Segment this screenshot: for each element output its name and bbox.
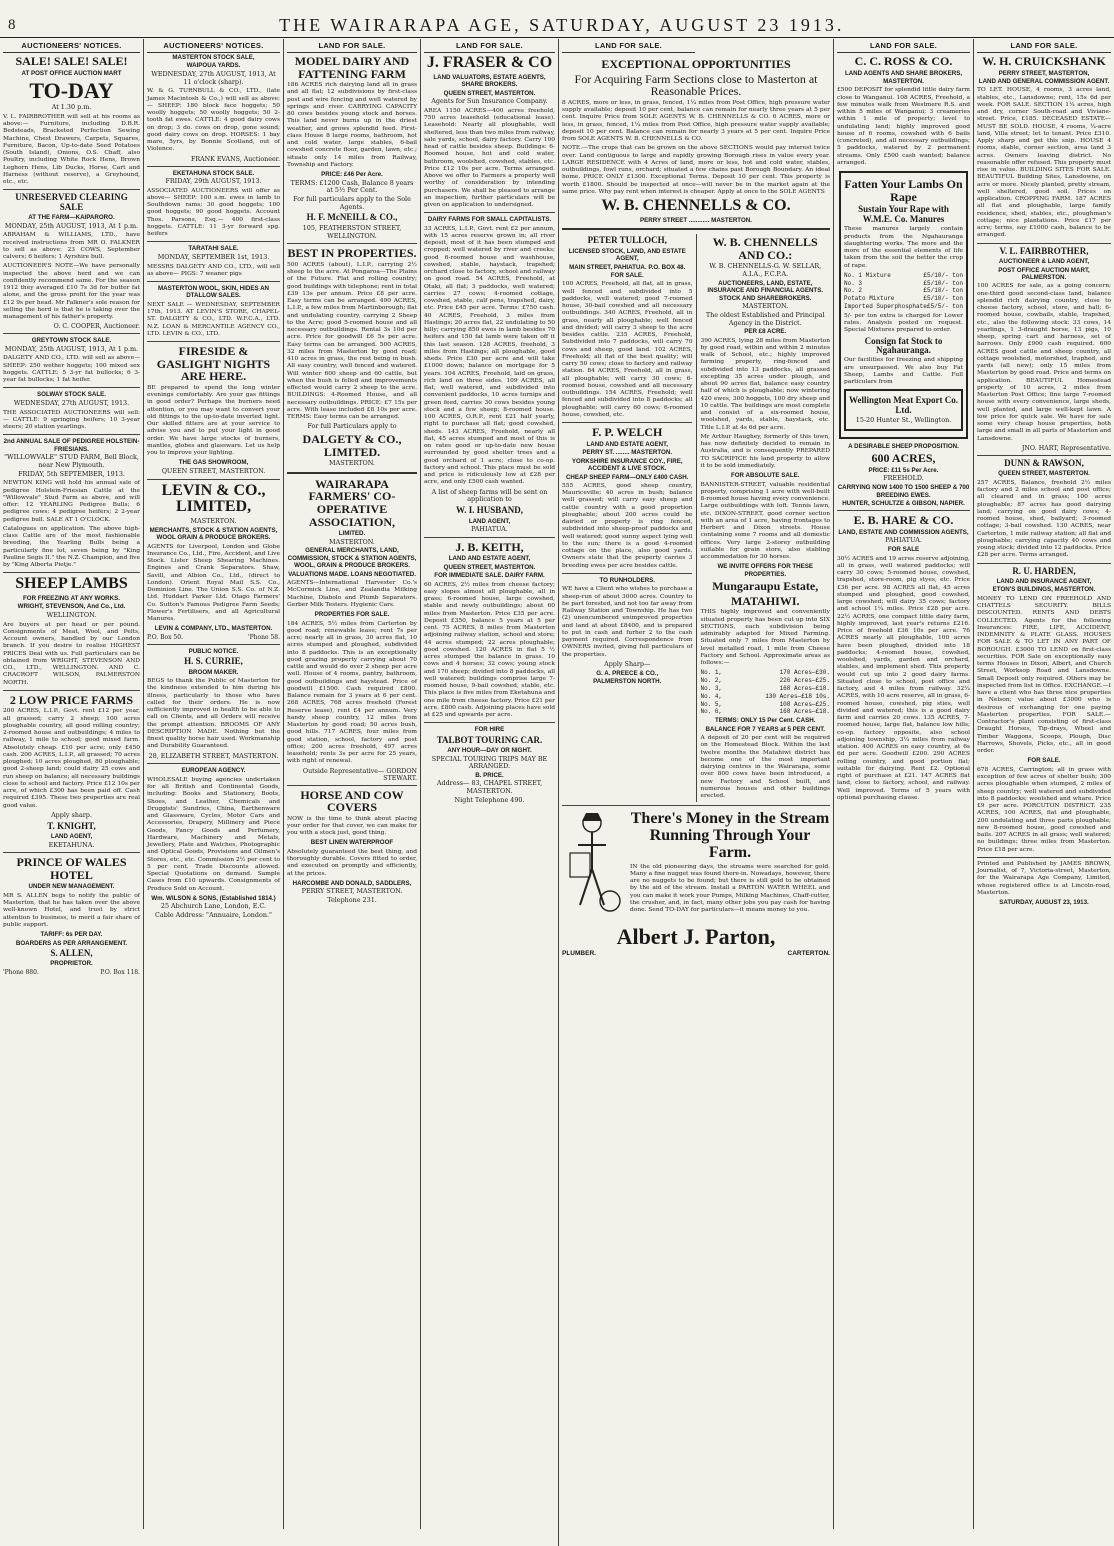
ad-subheading: FOR SALE.	[610, 272, 644, 280]
ad-heading: HORSE AND COW COVERS	[300, 787, 404, 815]
ad-heading: There's Money in the Stream Running Through Your Farm.	[630, 810, 830, 861]
imprint: Printed and Published by JAMES BROWN, Journalist, of 7, Victoria-street, Masterton, for the Wairarapa Age Company, Limited, whose registered office is at Lincoln-road, Masterton.	[977, 860, 1111, 896]
manure-item: No. 3	[844, 279, 863, 287]
firm-name: W. I. HUSBAND,	[456, 505, 523, 516]
ad-subheading: LAND AND ESTATE AGENT,	[586, 440, 668, 448]
ad-heading: WAIRARAPA FARMERS' CO-OPERATIVE ASSOCIATION,	[308, 476, 396, 529]
firm-name: Albert J. Parton,	[616, 924, 776, 950]
ad-body: NEWTON KING will hold his annual sale of pedigree Holstein-Friesian Cattle at the "Willowvale" Stud Farm as above, and will offer: 12 YEARLING Pedigree Bulls; 6 pedigree cows; 4 pedigree heifers; 2 2-year pedigree bull. SALE AT 1 O'CLOCK.	[3, 480, 140, 523]
ad-heading: UNRESERVED CLEARING SALE	[15, 192, 128, 212]
firm-name: HUNTER, SCHULTZE & GIBSON, NAPIER.	[842, 499, 965, 507]
firm-name: B. PRICE.	[475, 772, 504, 780]
firm-town: MASTERTON.	[883, 78, 924, 86]
ad-subheading: GENERAL MERCHANTS, LAND, COMMISSION, STOCK & STATION AGENTS, WOOL, GRAIN & PRODUCE BROKERS.	[287, 547, 417, 570]
ad-signature: Outside Representative— GORDON STEWART.	[302, 767, 417, 782]
ad-body: 100 ACRES, Freehold, all flat, all in grass, well fenced and subdivided into 5 paddocks, well watered; good 7-roomed house, 30-bail cowshed and all necessary outbuildings. 340 ACRES, Freehold, all in grass, nearly all ploughable; well fenced and divided; will carry 3 sheep to the acre besides cattle. 235 ACRES, Freehold, Subdivided into 7 paddocks, will carry 70 cows and sheep, good land. 102 ACRES, Freehold; all flat of the best quality; will carry 50 cows; close to factory and railway station. 84 ACRES, Freehold, all in grass, all ploughable; will carry 30 cows; 6-roomed house, cowshed and all necessary outbuildings. 154 ACRES, Freehold; well fenced and subdivided into 8 paddocks; all ploughable; will carry 60 cows; 6-roomed house, cowshed, etc.	[562, 281, 693, 418]
ad-heading: Mungaraupu Estate,	[712, 579, 819, 594]
firm-name: Wm. WILSON & SONS, (Established 1814.)	[151, 894, 276, 902]
manure-price: £5/5/- ton	[926, 302, 963, 310]
lot-number: No. 3,	[700, 684, 723, 692]
ad-body: AREA 1150 ACRES—400 acres freehold, 750 acres leasehold (educational lease). Leasehold: Nearly all ploughable, well sheltered, less than two miles from railway, sale yards, school, dairy factory. Carry 100 head of cattle besides sheep. Buildings: 6-Roomed house, hot and cold water, bathroom, woolshed, cowshed, stables, etc. Price £12 10s per acre. Terms arranged. Above we offer to Farmers a property well worthy of consideration by intending purchasers. We shall be pleased to arrange an inspection, further particulars will be given on application to undersigned.	[424, 107, 555, 209]
ad-body: The oldest Established and Principal Agency in the District.	[705, 310, 825, 327]
firm-name: W. B. CHENNELLS & CO.	[601, 197, 791, 215]
lot-row	[700, 677, 830, 685]
firm-name: DALGETY & CO., LIMITED.	[302, 431, 402, 459]
lot-number: No. 1,	[700, 669, 723, 677]
po-box: P.O. Box 50.	[147, 633, 183, 641]
ad-body: 30½ ACRES and 19 acres reserve adjoining, all in grass, well watered paddocks; will carry 30 cows; 5-roomed house, cowshed, trapshed, store-room, pig styes, etc. Price £36 per acre. 98 ACRES all flat, 45 acres stumped and ploughed, good cowshed, large cowshed; will dairy 35 cows; factory and school 1¼ miles. Price £28 per acre. 22½ ACRES, one compact little dairy farm, highly improved, last year's returns £216. Price of freehold £36 10s per acre. 76 ACRES nearly all ploughable, 100 acres have been ploughed, divided into 18 paddocks; 4-roomed house, cowshed, woolshed, yards, garden and orchard, stables, and implement shed. This property would cut up into 2 good dairy farms. Situated close to school, post office and factory, and 4 miles from railway. 32¼ ACRES, with 10 acre reserve, all in grass, 6-roomed house, cowshed, pig sties, well divided and watered; this is a good dairy farm and carries 20 cows. 135 ACRES, 7-roomed house, large flat, balance low hills; co-op. factory opposite, also school adjoining township, 3¼ miles from railway station. 400 ACRES on easy country, at 6s 6d per acre. Goodwill £200. 290 ACRES rolling country, and good portion flat; suitable for dairying. Rent £2. Optional right of purchase at £21. 147 ACRES flat land, close to factory, school, and railway. Well improved. Terms of 5 years with optional purchasing clause.	[837, 555, 970, 801]
firm-town: PAHIATUA.	[885, 536, 922, 545]
firm-trade: PLUMBER.	[562, 950, 596, 958]
imprint-date: SATURDAY, AUGUST 23, 1913.	[999, 899, 1089, 907]
ad-address: 105, FEATHERSTON STREET, WELLINGTON.	[302, 223, 402, 240]
ad-subheading: VALUATIONS MADE. LOANS NEGOTIATED.	[288, 570, 416, 578]
ad-date: FRIDAY, 29th AUGUST, 1913.	[165, 176, 262, 185]
firm-name: S. ALLEN,	[50, 947, 93, 958]
ad-body: 33 ACRES, L.I.P., Govt. rent £2 per annum, with 15 acres reserve grown in; all river deposit, most of it has been stumped and cropped; well watered by river and creeks; good 6-roomed house and washhouse, cowshed, stable, haystack, trapshed; orchard close to factory, school and railway on good road. 54 ACRES, Freehold, at Otaki, all flat; 3 paddocks, well watered; carries 27 cows; 4-roomed cottage, cowshed, stable, calf pens, trapshed, dairy, etc. Price £45 per acre. Terms: £750 cash. 40 ACRES, Freehold, 3 miles from Hastings; 20 acres flat, 22 undulating to 50 hilly; carrying 850 ewes in lamb besides 70 heifers and 150 fat lamb were taken off it this last season. 128 ACRES, freehold, 3 miles from Hastings; all ploughable, good sheds. Price £30 per acre and will take £1000 down; balance on mortgage for 5 years. 104 ACRES, Freehold, laid on grass, rich land on three sides. 109 ACRES, all flat, well watered, and subdivided into convenient paddocks, 10 acres turnips and green feed, carries 30 cows besides young stock and a few sheep; 8-roomed house. 100 ACRES, O.R.P., rent £21 half yearly, right to purchase all flat; good cowshed, sheds. 143 ACRES, Freehold, nearly all flat, 45 acres stumped and most of this is on rates good or up-to-date new house surrounded by good shelter trees and a good orchard of 1 acre; close to co-op. factory and school. This place must be sold and price is ridiculously low at £28 per acre, and only £500 cash wanted.	[424, 225, 555, 486]
ad-subheading: BROOM MAKER.	[188, 668, 239, 676]
ad-signature: JNO. HART, Representative.	[1021, 444, 1111, 452]
ad-subheading: FOR FREEZING AT ANY WORKS.	[23, 595, 120, 603]
ad-body: 500 ACRES (about), L.I.P., carrying 2½ sheep to the acre. At Pongaroa—The Plains of the Future. Flat and rolling country; good buildings with telephone; rent in total £39 13s per annum. Price £8 per acre. Easy terms can be arranged. 490 ACRES, L.I.P., a few miles from Martinborough; flat and undulating country, carrying 2 Sheep to the Acre; good 5-roomed house and all necessary outbuildings. Rental 3s 10d per acre. Price for goodwill £6 5s per acre. Easy terms can be arranged. 500 ACRES, 32 miles from Masterton by good road; 410 acres in grass, the rest being in bush. All easy country, well fenced and watered. Will winter 600 sheep and 60 cattle, but when the bush is felled and improvements effected would carry 2 sheep to the acre. BUILDINGS: 4-Roomed House, and all necessary outbuildings. PRICE: £7 15s per acre. With lease included £8 10s per acre. TERMS: Easy terms can be arranged.	[287, 261, 417, 421]
ad-body: WE have a Client who wishes to purchase a sheep-run of about 3000 acres. Country to be part forested, and not too far away from Railway Station and Township. He has two (2) unencumbered unimproved properties and land at about £8400, and is prepared to put in cash and furher 2 to the cash payment required. Correspondence from OWNERS invited, giving full particulars of the properties.	[562, 586, 693, 658]
ad-body: DALGETY AND CO., LTD. will sell as above— SHEEP: 250 wether hoggets; 100 mixed sex hoggets. CATTLE: 5 3-yr fat bullocks; 6 3-year fat bullocks; 1 fat heifer.	[3, 355, 140, 384]
ad-subheading: FOR IMMEDIATE SALE. DAIRY FARM.	[434, 572, 545, 580]
ad-heading: J. B. KEITH,	[455, 539, 524, 554]
ad-signature: FRANK EVANS, Auctioneer.	[190, 155, 280, 163]
ad-body: 8 ACRES, more or less, in grass, fenced, 1¼ miles from Post Office, high pressure water supply available; deposit 10 per cent, balance can remain for nearly three years at 5 per cent. Inquire Price from SOLE AGENTS W. B. CHENNELLS & CO. 6 ACRES, more or less, in grass, fenced, 1¼ miles from Post Office, high pressure water supply available; deposit 10 per cent. Balance can remain for nearly 3 years at 5 per cent. Inquire Price from SOLE AGENTS W. B. CHENNELLS & CO.	[562, 99, 830, 143]
firm-town: MASTERTON.	[329, 537, 375, 546]
lot-number: No. 6,	[700, 708, 723, 716]
column-1	[0, 39, 143, 1529]
firm-name: G. A. PREECE & CO.,	[596, 669, 659, 677]
ad-heading: PUBLIC NOTICE.	[188, 647, 239, 655]
ad-body: AGENTS for Liverpool, London and Globe Insurance Co., Ltd., Fire, Accident, and Live Stock. Lister Sheep Shearing Machines. Engines and Crank Separators. Shaw, Savill, and Albion Co., Ltd., (direct to London). Orient Royal Mail S.S. Co., Dominion Line. The Union S.S. Co. of N.Z. Ltd. Huddart Parker Ltd. Otago Farmers' Co. Sutton's Famous Pedigree Farm Seeds; Flower's Fertilisers, and all Agricultural Manures.	[147, 543, 280, 623]
ad-subheading: LAND AND GENERAL COMMISSION AGENT.	[978, 78, 1110, 86]
ad-terms: TERMS: ONLY 15 Per Cent. CASH.	[715, 717, 816, 725]
ad-heading: Fatten Your Lambs On Rape	[844, 177, 963, 204]
manure-row	[844, 272, 963, 280]
ad-subheading: AUCTIONEERS, LAND, ESTATE, INSURANCE AND FINANCIAL AGENTS. STOCK AND SHAREBROKERS.	[707, 279, 824, 302]
ad-body: NOTE.—The crops that can be grown on the above SECTIONS would pay interest twice over. Land contiguous to large and rapidly growing Borough rises in value every year. LARGE RESIDENCE with 4 Acres of land, more or less, hot and cold water, stables, outbuildings, fowl runs, orchard; situated a few chains past Borough Boundary. An ideal home. PRICE ONLY £1300. Exceptional Terms. Deposit 10 per cent. This property is worth £1800. Should be inspected at once—will never be in the market again at the same price. Why pay rent when interest is cheaper. Apply at once to the SOLE AGENTS	[562, 145, 830, 195]
ad-body: £500 DEPOSIT for splendid little dairy farm close to Wanganui. 108 ACRES, Freehold, a few minutes walk from Westmere R.S. and within 5 miles of Wanganui; 3 creameries within 1 mile of property; level to undulating land; highly improved good house of 6 rooms, cowshed with 6 bails (concreted), and all necessary outbuildings; 5 paddocks, watered by 2 permanent streams. Only £500 cash wanted; balance arranged.	[837, 87, 970, 166]
ad-date: MONDAY, SEPTEMBER 1st, 1913.	[157, 252, 270, 261]
firm-name: T. KNIGHT,	[47, 820, 96, 831]
ad-heading: BEST IN PROPERTIES.	[287, 246, 417, 261]
ad-heading: DAIRY FARMS FOR SMALL CAPITALISTS.	[427, 216, 552, 224]
cable-address: Cable Address: "Annuaire, London."	[155, 910, 272, 919]
ad-body: CARRYING NOW 1400 TO 1500 SHEEP & 700 BREEDING EWES.	[837, 484, 970, 499]
ad-body: 60 ACRES, 2½ miles from cheese factory; easy slopes almost all ploughable, all in grass; 6-roomed house, large cowshed, stable and newly outbuildings; about 60 miles from Masterton. Price £35 per acre. Deposit £350, balance 5 years at 5 per cent. 75 ACRES, 8 miles from Masterton adjoining railway station, school and store; 44 acres stumped; 22 acres ploughable; good cowshed. 120 ACRES in flat 5 ½ acres stumped the balance in grass. 10 cows and 4 horses; 32 cows; young stock and 170 sheep; divided into 8 paddocks, all well watered; buildings comprise large 7-roomed house, 9-bail cowshed, stable, etc. This place is five miles from Eketahuna and one mile from cheese factory. Price £21 per acre. £800 cash. Adjoining places have sold at £25 and upwards per acre.	[424, 581, 555, 719]
ad-heading: Consign fat Stock to Ngahauranga.	[864, 335, 943, 355]
lot-number: No. 4,	[700, 692, 723, 700]
ad-heading: Wellington Meat Export Co. Ltd.	[849, 395, 958, 415]
manure-price: £5/10/- ton	[923, 271, 963, 279]
ad-body: ABRAHAM & WILLIAMS, LTD., have received instructions from MR O. FALKNER to sell as above: 23 COWS, September calvers; 6 heifers; 1 Ayrshire bull.	[3, 232, 140, 261]
ad-body: NOW is the time to think about placing your order for that cover, we can make for you with a stock just, good thing.	[287, 815, 417, 837]
section-header: LAND FOR SALE.	[562, 39, 695, 53]
lot-table	[700, 669, 830, 716]
column-8	[973, 39, 1114, 1529]
ad-heading: FOR SALE.	[1027, 757, 1061, 765]
ad-body: 186 ACRES rich dairying land all in grass and all flat; 12 subdivisions by first-class post and wire fencing and well watered by springs and river. CARRYING CAPACITY 80 cows besides young stock and horses. This land never burns up in the driest weather, and grows splendid feed. First-class House 8 large rooms, bathroom, hot and cold water, large stables, 6-bail cowshed concrete floor, garden, lawn, etc.; situate only 14 miles from Railway, Township and Factory.	[287, 82, 417, 168]
firm-name: H. F. McNEILL & CO.,	[306, 212, 398, 223]
po-box: P.O. Box 118.	[100, 968, 140, 976]
ad-heading: TO RUNHOLDERS.	[599, 576, 656, 584]
ad-heading: SOLWAY STOCK SALE.	[37, 391, 106, 399]
ad-subheading: WE INVITE OFFERS FOR THESE PROPERTIES.	[717, 563, 814, 578]
ad-heading: F. P. WELCH	[592, 425, 663, 440]
firm-name: LEVIN & COMPANY, LTD., MASTERTON.	[154, 625, 273, 633]
ad-subheading: LAND AGENTS AND SHARE BROKERS,	[844, 69, 963, 77]
ad-heading: MODEL DAIRY AND FATTENING FARM	[294, 54, 410, 81]
ad-subheading: BEST LINEN WATERPROOF	[310, 839, 394, 847]
ad-address: Address— 83, CHAPEL STREET, MASTERTON.	[436, 779, 543, 796]
ad-date: MONDAY, 25th AUGUST, 1913, At 1 p.m.	[4, 344, 139, 353]
ad-body: 184 ACRES, 5½ miles from Carterton by good road; renewable lease; rent 7s per acre; nearly all in grass, 30 acres flat, 10 acres stumped and ploughed, subdivided into 8 paddocks. This is an exceptionally good grazing property carrying about 70 cattle and would do over 2 sheep per acre well. House of 4 rooms, pantry, bathroom, good outbuildings and haystead. Price of goodwill £1500. Cash required £800. Balance remain for 3 years at 6 per cent. 268 ACRES, 768 acres freehold (Forest Reserve lease), rent £4 per annum. Very handy sheep country, 12 miles from Masterton by good road; 50 acres bush, good hills. 717 ACRES, four miles from good station, school, factory and post office; 200 acres freehold, 497 acres leasehold; rents 3s per acre for 25 years, with right of renewal.	[287, 620, 417, 765]
phone: Night Telephone 490.	[454, 795, 525, 804]
ad-body: Mr Arthur Haughey, formerly of this town, has now definitely decided to remain in Australia, and is consequently PREPARED TO SACRIFICE his land property to allow it to be sold immediately.	[700, 433, 830, 469]
ad-address: PERRY STREET, MASTERTON.	[301, 887, 403, 896]
ad-subheading: LAND AND ESTATE AGENT,	[448, 555, 531, 563]
firm-town: PALMERSTON NORTH.	[593, 678, 662, 686]
ad-heading: 2nd ANNUAL SALE OF PEDIGREE HOLSTEIN-FRIESIANS.	[3, 438, 140, 453]
firm-role: PROPRIETOR.	[50, 960, 93, 968]
column-3	[283, 39, 420, 1529]
ad-heading: R. U. HARDEN,	[1012, 565, 1076, 576]
ad-body: ASSOCIATED AUCTIONEERS will offer as above— SHEEP: 100 s.m. ewes in lamb to Southdown rams; 30 good hoggets; 100 good hoggets; 90 good hoggets. Account Thos. Parsons, Esq.— 400 first-class hoggets. CATTLE: 11 3-yr forward spg. heifers	[147, 187, 280, 238]
ad-subheading: Sustain Your Rape with W.M.E. Co. Manures	[858, 204, 949, 224]
ad-address: MAIN STREET, PAHIATUA. P.O. BOX 48.	[569, 263, 686, 271]
ad-body: BEGS to thank the Public of Masterton for the kindness extended to him during his illness, particularly to those who have called for their orders. He is now sufficiently improved in health to be able to call on Clients, and all Orders will receive the prompt attention. BROOMS OF ANY DESCRIPTION MADE. Nothing but the finest quality horse hair used. Workmanship and Durability Guaranteed.	[147, 678, 280, 750]
ad-heading: 2 LOW PRICE FARMS	[9, 692, 134, 707]
phone: 'Phone 58.	[247, 633, 280, 641]
manure-item: Imported Superphosphate	[844, 302, 927, 310]
ad-subheading: UNDER NEW MANAGEMENT.	[28, 883, 115, 891]
ad-subheading: AUCTIONEER & LAND AGENT,	[998, 258, 1090, 266]
ad-body: 100 ACRES for sale, as a going concern; one-third good second-class land, balance splendid rich dairying country, close to cheese factory, school, store, and hall; 6-roomed house, cowbails, stable, trapshed, etc., also the following stock: 33 cows, 14 yearlings, 1 3-draught horse, 13 pigs, 10 sheep, spring cart and harness, set of harrows. Only £900 cash required. 600 ACRES good cattle and sheep country, all cottage woolshed, motorshed, traphed, and yards (all new); only 15 miles from Masterton by good road. Price and terms on application. BEAUTIFUL Homestead property of 10 acres, 2 miles from Masterton Post Office; fine large 7-roomed house with every convenience, large sheds, well planted, and large well-kept lawn. A low price for quick sale. We have for sale some very cheap house properties, both large and small in all parts of Masterton and Lansdowne.	[977, 283, 1111, 442]
firm-name: WRIGHT, STEVENSON, And Co., Ltd.	[17, 603, 126, 611]
ad-body: THE ASSOCIATED AUCTIONEERS will sell:— CATTLE: 9 springing heifers; 10 3-year steers; 20 station yearlings.	[3, 409, 140, 431]
column-7	[833, 39, 973, 1529]
ad-subheading: FREEHOLD.	[883, 474, 924, 483]
firm-town: PAHIATUA.	[471, 524, 508, 533]
section-header: LAND FOR SALE.	[424, 39, 555, 53]
lot-row	[700, 685, 830, 693]
farmer-wheelbarrow-icon	[562, 809, 626, 919]
ad-subheading: H. S. CURRIE,	[184, 656, 243, 667]
ad-heading: TARATAHI SALE.	[188, 245, 239, 253]
ad-heading: FIRESIDE & GASLIGHT NIGHTS ARE HERE.	[156, 344, 271, 384]
section-header: LAND FOR SALE.	[837, 39, 970, 53]
ad-body: W. & G. TURNBULL & CO., LTD., (late James Macintosh & Co.,) will sell as above:— SHEEP: 180 block face hoggets; 50 woolly hoggets; 50 woolly hoggets; 50 2-tooth fat ewes. CATTLE: 4 good dairy cows on drop; 3 do. cows on drop, gone sound; good dairy cows on drop. HORSES: 1 bay mare, 5yrs, by Bonnie Scotland, out of Violence.	[147, 88, 280, 153]
ad-date: MONDAY, 25th AUGUST, 1913, At 1 p.m.	[4, 221, 139, 230]
ad-heading: MASTERTON WOOL, SKIN, HIDES AN DTALLOW SALES.	[157, 285, 270, 300]
ad-heading: PROPERTIES FOR SALE.	[314, 611, 390, 619]
ad-heading: LEVIN & CO., LIMITED,	[161, 481, 266, 516]
firm-name: HARCOMBE AND DONALD, SADDLERS,	[292, 879, 412, 887]
ad-heading: EXCEPTIONAL OPPORTUNITIES	[601, 57, 791, 71]
ad-body: BE prepared to spend the long winter evenings comfortably. Are your gas fittings in good order? Perhaps the burners need attention, or you may want to convert your old fittings to the up-to-date inverted light. Our skilled fitters are at your service to advise you and to put your light in good order. We have large stocks of burners, mantles, globes and glassware. Let us help you to improve your lighting.	[147, 384, 280, 457]
ad-subheading: W. B. CHENNELLS-G. W. SELLAR, A.I.A., F.C.P.A.	[709, 262, 822, 279]
ad-date: WEDNESDAY, 27th AUGUST, 1913.	[13, 398, 130, 407]
ad-terms: TERMS: £1200 Cash, Balance 8 years at 5½ Per Cent.	[290, 178, 414, 195]
ad-subheading: LIMITED.	[338, 530, 366, 538]
ad-heading: V. L. FAIRBROTHER,	[999, 245, 1089, 256]
ad-body: Are buyers at per head or per pound. Consignments of Meat, Wool, and Pelts, Account owners, handled by our London branch. If you desire to realise HIGHEST PRICES Deal with us. Full particulars can be obtained from WRIGHT, STEVENSON AND CO., LTD., WELLINGTON. AND C. CRACROFT WILSON, PALMERSTON NORTH.	[3, 621, 140, 686]
ad-apply: A list of sheep farms will be sent on application to	[431, 487, 548, 504]
ad-address: 25 Abchurch Lane, London, E.C.	[160, 902, 267, 911]
ad-body: A deposit of 20 per cent will be required on the Homestead Block. Within the last twelve months the Matahiwi district has become one of the most important dairying centres in the Wairarapa, some over 800 cows have been introduced, a new Factory and School built, and numerous houses and other buildings erected.	[700, 735, 830, 800]
ad-heading: PER £8 ACRE.	[744, 328, 787, 336]
firm-town: MASTERTON.	[742, 302, 789, 311]
lot-area: 108 Acres—£25.	[779, 700, 830, 708]
firm-role: LAND AGENT,	[50, 833, 93, 841]
ad-subheading: AT POST OFFICE AUCTION MART	[21, 69, 122, 77]
page-number: 8	[8, 17, 18, 33]
ad-heading: DUNN & RAWSON,	[1004, 457, 1084, 468]
ad-heading: PRINCE OF WALES HOTEL	[16, 855, 127, 882]
ad-heading: MASTERTON STOCK SALE,	[172, 54, 255, 61]
ad-subheading: LAND AND INSURANCE AGENT,	[996, 578, 1092, 586]
ad-terms: BALANCE FOR 7 YEARS at 5 PER CENT.	[705, 725, 825, 733]
lot-row	[700, 693, 830, 701]
ad-subheading: LICENSED STOCK, LAND, AND ESTATE AGENT,	[568, 247, 686, 263]
manure-row	[844, 303, 963, 311]
ad-address: QUEEN STREET, MASTERTON.	[443, 89, 536, 97]
ad-body: 200 ACRES, L.I.P., Govt. rent £12 per year, all grassed; carry 2 sheep; 100 acres ploughable country, all good rolling country; 2-roomed house and outbuildings; 4 miles to railway, 1 mile to school; good mixed farm. Absolutely cheap. £10 per acre; only £450 cash. 200 ACRES, L.I.P., all grassed; 70 acres ploughed; 10 acres ploughed, 80 ploughable; good 2-sheep land; could dairy 25 cows and run sheep on balance; all necessary buildings close to school and factory. Price £12 10s per acre, of which £300 has been paid off. Cash required £395. These two properties are real good value.	[3, 708, 140, 809]
parton-illustration	[562, 809, 626, 923]
ad-subheading: AT THE FARM—KAIPARORO.	[28, 214, 115, 222]
ad-subheading: FOR SALE	[887, 546, 920, 554]
ad-body: AUCTIONEER'S NOTE—We have personally inspected the above herd and we can confidently recommend same. For the season 1912 they averaged £10 7s 3d for butter fat alone, and the gross profit for the year was £12 9s per head. Mr Falkner's sole reason for selling the herd is that he is taking over the management of his father's property.	[3, 263, 140, 321]
lot-area: 168 Acres—£18.	[779, 684, 830, 692]
masthead-title: THE WAIRARAPA AGE, SATURDAY, AUGUST 23 1913.	[279, 15, 845, 35]
ad-body: MONEY TO LEND ON FREEHOLD AND CHATTELS SECURITY. BILLS DISCOUNTED. RENTS AND DEBTS COLLECTED. Agents for the following Insurances: FIRE, LIFE, ACCIDENT, INDEMNITY & PLATE GLASS. HOUSES FOR SALE & TO LET IN ANY PART OF BOROUGH. £3000 TO LEND on first-class securities. FOR Sale on exceptionally easy terms Houses in Dixon, Albert, and Church Street, Worksop Road and Lansdowne. Small Deposit only required. Others may be inspected from list in Office. EXCHANGE.—I have a client who has three nice properties in Nelson; value about £3000 who is desirous of exchanging for one paying Masterton properties. FOR SALE.—Contractor's plant consisting of first-class Draught Horses, Tip-drays, Wheel and Timber Waggons, Scoops, Plough, Disc Harrows, Shovels, Picks, etc., all in good order.	[977, 595, 1111, 755]
ad-address: QUEEN STREET, MASTERTON.	[161, 466, 266, 475]
ad-heading: W. B. CHENNELLS AND CO.:	[712, 235, 818, 262]
ad-heading: FOR HIRE	[474, 726, 505, 734]
ad-address: QUEEN STREET, MASTERTON.	[998, 470, 1090, 478]
ad-apply: Apply Sharp—	[604, 659, 651, 668]
ad-heading: A DESIRABLE SHEEP PROPOSITION.	[848, 442, 959, 450]
ad-subheading: LAND VALUATORS, ESTATE AGENTS, SHARE BROKERS.	[433, 73, 546, 89]
ad-body: 678 ACRES, Carrington; all in grass with exception of few acres of shelter bush; 300 acres ploughable when stumped, 2 miles of sheep country; well watered and subdivided into 8 paddocks; woolshed and whare. Price £9 per acre. PORCUTON DISTRICT. 235 ACRES, 100 ACRES, flat and ploughable, 200 undulating and three parts ploughable; new 8-roomed house, good cowshed and bails. 207 ACRES in all grass; well watered; no buildings; three miles from Masterton. Price £18 per acre.	[977, 766, 1111, 853]
ad-body: MR S. ALLEN begs to notify the public of Masterton, that he has taken over the above well-known Hotel, and trust by strict attention to business, to merit a fair share of public support.	[3, 892, 140, 928]
ad-subheading: POST OFFICE AUCTION MART, PALMERSTON.	[998, 266, 1090, 282]
manure-item: No. 1 Mixture	[844, 271, 891, 279]
ad-heading: GREYTOWN STOCK SALE.	[31, 337, 112, 345]
lot-area: 170 Acres—£30.	[779, 669, 830, 677]
ad-heading: SALE! SALE! SALE!	[15, 54, 128, 68]
ad-subheading: ANY HOUR—DAY OR NIGHT.	[447, 747, 532, 755]
firm-town: WELLINGTON.	[46, 610, 97, 619]
parton-ad	[630, 809, 830, 923]
manure-price: £5/10/- ton	[923, 279, 963, 287]
ad-subheading: MATAHIWI.	[730, 593, 800, 608]
wme-manure-ad	[839, 171, 968, 439]
manure-price: £5/10/- ton	[923, 287, 963, 295]
phone: Telephone 231.	[327, 896, 377, 905]
section-header: AUCTIONEERS' NOTICES.	[147, 39, 280, 53]
wme-logo-box	[844, 389, 963, 431]
ad-heading: E. B. HARE & CO.	[853, 513, 954, 528]
lot-area: 168 Acres—£18.	[779, 708, 830, 716]
ad-subheading: TALBOT TOURING CAR.	[436, 734, 543, 745]
ad-heading: EKETAHUNA STOCK SALE.	[172, 169, 255, 177]
ad-apply: Apply sharp.	[51, 810, 92, 819]
firm-role: LAND AGENT,	[468, 517, 511, 525]
ad-body: 257 ACRES, Balance, freehold 2½ miles factory and 2 miles school and post office; all cleared and in grass; 100 acres ploughable; 87 acres has good dairying land; carrying on good dairy cows; 4-roomed house, shed, bailyard; 3-roomed cottage; 3-bail cowshed. 130 ACRES, near Carterton, 1 mile railway station; all flat and ploughable; carrying capacity 40 cows and young stock; divided into 12 paddocks. Price £28 per acre. Terms arranged.	[977, 479, 1111, 559]
ad-signature: O. C. COOPER, Auctioneer.	[53, 323, 140, 331]
manure-item: Potato Mixture	[844, 295, 895, 303]
column-6	[696, 234, 830, 802]
ad-subheading: At 1.30 p.m.	[51, 103, 92, 112]
ad-body: THIS highly improved and conveniently situated property has been cut up into SIX SECTIONS, each subdivision being admirably adapted for Mixed Farming. Situated only 7 miles from Masterton by level metalled road, 1 mile from Cheese Factory and School. Approximate areas as follows:—	[700, 609, 830, 667]
ad-address: PERRY STREET ............ MASTERTON.	[640, 216, 752, 224]
ad-address: 28, ELIZABETH STREET, MASTERTON.	[148, 751, 279, 760]
column-5-wide	[558, 56, 833, 1546]
ad-subheading: WAIPOUA YARDS.	[186, 62, 241, 70]
manure-row	[844, 287, 963, 295]
ad-date: WEDNESDAY, 27th AUGUST, 1913, At 11 o'clock (sharp).	[151, 69, 276, 86]
ad-body: MESSRS DALGETY AND CO., LTD., will sell as above— PIGS: 7 weaner pigs	[147, 263, 280, 277]
ad-heading: TO-DAY	[29, 78, 114, 104]
ad-address: 15-20 Hunter St., Wellington.	[855, 416, 952, 425]
ad-heading: J. FRASER & CO	[426, 54, 553, 71]
ad-subheading: 600 ACRES,	[871, 451, 936, 466]
ad-body: These manures largely contain products from the Ngahauranga slaughtering works. The more and the more of the essential elements of life taken from the soil the better the crop of rape.	[844, 226, 963, 269]
firm-town: MASTERTON.	[190, 517, 237, 526]
firm-town: EKETAHUNA.	[48, 840, 95, 849]
ad-body: V. L. FAIRBROTHER will sell at his rooms as above:— Furniture, including D.B.R. Bedsteads, Bracketed Perfection Sewing Machine, Chest Drawers, Carpets, Squares, Furniture, Bacon, Up-to-date Seed Potatoes (South Island), Onions, O.S. Chaff, also Poultry, including White Rock Hens, Brown Leghorn Hens, Lib Ducks, Horse, Cart and Harness (without reserve), a Greyhound, etc., etc.	[3, 113, 140, 186]
ad-address: ETON'S BUILDINGS, MASTERTON.	[992, 586, 1096, 594]
ad-body: 555 ACRES, good sheep country, Mauriceville; 40 acres in bush; balance well grassed; will carry easy sheep and cattle country with a good proportion ploughable; about 200 acres could be dairied or property is ring fenced, subdivided into sheep-proof paddocks and well watered; good sunny aspect lying well to the sun; there is a good 4-roomed cottage on the place, also good yards. Owners state that the property carries 3 breeding ewes per acre besides cattle.	[562, 482, 693, 569]
lot-row	[700, 669, 830, 677]
lot-row	[700, 701, 830, 709]
ad-body: IN the old pioneering days, the streams were searched for gold. Many a fine nugget was found there-in. Nowadays, however, there are no nuggets to be found; but there is still gold to be obtained by the aid of the stream. Install a PARTON WATER WHEEL and you can make it work your Pumps, Milking Machines, Chaff-cutter, the crusher, and, in fact, many other jobs you pay cash for having done. Send TO-DAY for particulars—it means money to you.	[630, 863, 830, 914]
ad-subheading: "WILLOWVALE" STUD FARM, Bell Block, near New Plymouth.	[4, 453, 139, 469]
ad-subheading: For Acquiring Farm Sections close to Masterton at Reasonable Prices.	[574, 71, 818, 99]
ad-body: 390 ACRES, lying 28 miles from Masterton by good road, within and within 2 minutes walk of School, etc.; highly improved farming property, ring-fenced and subdivided into 13 paddocks, all grassed excepting 35 acres under plough, and about 90 acres flat, balance easy country half of which is ploughable; now wintering 420 ewes, 300 hoggets, 100 dry sheep and 10 cattle. The buildings are most complete and consist of a six-roomed house, woolshed, yards, stable, haystack, etc. Title L.I.P. at 4s 6d per acre.	[700, 337, 830, 431]
firm-town: MASTERTON.	[329, 459, 375, 468]
lot-number: No. 2,	[700, 677, 723, 685]
ad-price: PRICE: £11 5s Per Acre.	[868, 466, 939, 474]
ad-heading: SHEEP LAMBS	[15, 575, 128, 593]
ad-price: PRICE: £46 Per Acre.	[321, 171, 383, 179]
ad-heading: EUROPEAN AGENCY.	[181, 767, 246, 775]
manure-row	[844, 280, 963, 288]
ad-heading: C. C. ROSS & CO.	[854, 54, 953, 68]
column-2	[143, 39, 283, 1529]
ad-date: FRIDAY, 5th SEPTEMBER, 1913.	[18, 469, 125, 478]
ad-body: Catalogues on application. The above high-class Cattle are of the most fashionable breeding, the Yearling Bulls being a particularly fine lot, seven being by "King Pauline Segis II." the N.Z. Champion, and five by "King Alberta Pietje."	[3, 525, 140, 568]
lot-number: No. 5,	[700, 700, 723, 708]
manure-row	[844, 295, 963, 303]
ad-body: 5/- per ton extra is charged for Lower rates. Analysis posted on request. Special Mixtures prepared to order.	[844, 312, 963, 334]
ad-heading: W. H. CRUICKSHANK	[982, 54, 1106, 68]
ad-heading: FOR ABSOLUTE SALE.	[730, 472, 800, 480]
section-header: LAND FOR SALE.	[977, 39, 1111, 53]
ad-subheading: CHEAP SHEEP FARM—ONLY £400 CASH.	[565, 473, 689, 481]
ad-body: AGENTS—International Harvester Co.'s McCormick Line, and Zealandia Milking Machine, Diabolo and Plumb Separators. Gerber Milk Testers. Hygienic Cars.	[287, 580, 417, 608]
ad-address: PERRY STREET, MASTERTON,	[998, 69, 1090, 77]
column-4	[420, 39, 558, 1529]
ad-body: SPECIAL TOURING TRIPS MAY BE ARRANGED.	[431, 754, 548, 771]
ad-body: Absolutely guaranteed the best thing, and thoroughly durable. Covers fitted to order, and executed on promptly and efficiently, at the prices.	[287, 848, 417, 877]
tariff: TARIFF: 6s PER DAY.	[40, 931, 103, 939]
ad-subheading: MERCHANTS, STOCK & STATION AGENTS, WOOL GRAIN & PRODUCE BROKERS.	[149, 526, 278, 542]
lot-area: 226 Acres—£25.	[779, 677, 830, 685]
ad-body: NEXT SALE — WEDNESDAY, SEPTEMBER 17th, 1913. AT LEVIN'S STORE, CHAPEL-ST. DALGETY & CO., LTD. W.F.C.A., LTD. N.Z. LOAN & MERCANTILE AGENCY CO., LTD. LEVIN & CO., LTD.	[147, 301, 280, 337]
phone: 'Phone 880.	[3, 968, 39, 976]
manure-price-table	[844, 272, 963, 311]
ad-apply: For full Particulars apply to	[307, 422, 397, 431]
masthead	[0, 14, 1114, 38]
ad-body: BANNISTER-STREET, valuable residential property, comprising 1 acre with well-built 8-roomed house having every convenience. Large outbuildings with loft. Tennis lawn, etc. DIXON-STREET, good corner section with an area of 1 acre, having frontages to Herbert and Dixon streets. House containing some 7 rooms and all domestic offices. Very large 2-storey outbuilding suitable for grain store, also stabling accommodation for 30 horses.	[700, 481, 830, 561]
boarders: BOARDERS AS PER ARRANGEMENT.	[15, 939, 128, 947]
section-header: LAND FOR SALE.	[287, 39, 417, 53]
ad-body: WHOLESALE buying agencies undertaken for all British and Continental Goods, including: Books and Stationery, Boots, Shoes, and Leather, Chemicals and Druggists' Sundries, China, Earthenware and Glassware, Cycles, Motor Cars and Accessories, Drapery, Millinery and Piece Goods, Fancy Goods and Perfumery, Hardware, Machinery and Metals, Jewellery, Plate and Watches, Photographic and Optical Goods, Provisions and Oilmen's Stores, etc., etc. Commission 2½ per cent to 5 per cent. Trade Discounts allowed. Special Quotations on demand. Sample Cases from £10 upwards. Consignments of Produce Sold on Account.	[147, 776, 280, 892]
ad-heading: PETER TULLOCH,	[587, 235, 667, 246]
ad-agents: Agents for Sun Insurance Company.	[431, 97, 548, 106]
firm-town: CARTERTON.	[787, 950, 830, 958]
ad-body: TO LET. HOUSE, 4 rooms, 3 acres land, stables, etc., Lansdowne; rent, 15s 6d per week. FOR SALE. SECTION 1¼ acres, high and dry, corner South-road and Viviane-street. Price, £185. DECEASED ESTATE—MUST BE SOLD. HOUSE, 4 rooms, ¼-acre land, Villa street; let to tenant. Price £310. Apply sharp and get this snip. HOUSE 4 rooms, stable, corner section, area land 3 acres. Owners leaving district. No reasonable offer refused. This property must rise in value. BUILDING SITES FOR SALE. BEAUTIFUL Building Sites, Lansdowne, on acre or more. Nicely planted, pretty stream, well sheltered, good soil. Prices on application. CROPPING FARM. 187 ACRES all flat and ploughable, large family residence, shed, stables, etc., ploughman's cottage; nice plantations. Price £17 per acre; terms, say £1000 cash, balance to be arranged.	[977, 87, 1111, 239]
manure-price: £5/10/- ton	[923, 295, 963, 303]
ad-address: QUEEN STREET, MASTERTON.	[443, 563, 536, 571]
ad-subheading: YORKSHIRE INSURANCE COY., FIRE, ACCIDENT & LIVE STOCK.	[571, 457, 683, 473]
lot-row	[700, 708, 830, 716]
manure-item: No. 2	[844, 287, 863, 295]
section-header: AUCTIONEERS' NOTICES.	[3, 39, 140, 53]
ad-body: Our facilities for freezing and shipping are unsurpassed. We also buy Fat Sheep, Lambs and Cattle. Full particulars from	[844, 357, 963, 386]
column-5-left	[562, 234, 692, 802]
ad-subheading: LAND, ESTATE AND COMMISSION AGENTS,	[838, 529, 969, 537]
ad-heading: THE GAS SHOWROOM,	[178, 459, 249, 467]
ad-address: PERRY ST. ........ MASTERTON.	[582, 449, 673, 457]
lot-area: 130 Acres—£18 10s.	[765, 692, 830, 700]
ad-apply: For full particulars apply to the Sole Agents.	[293, 195, 411, 211]
